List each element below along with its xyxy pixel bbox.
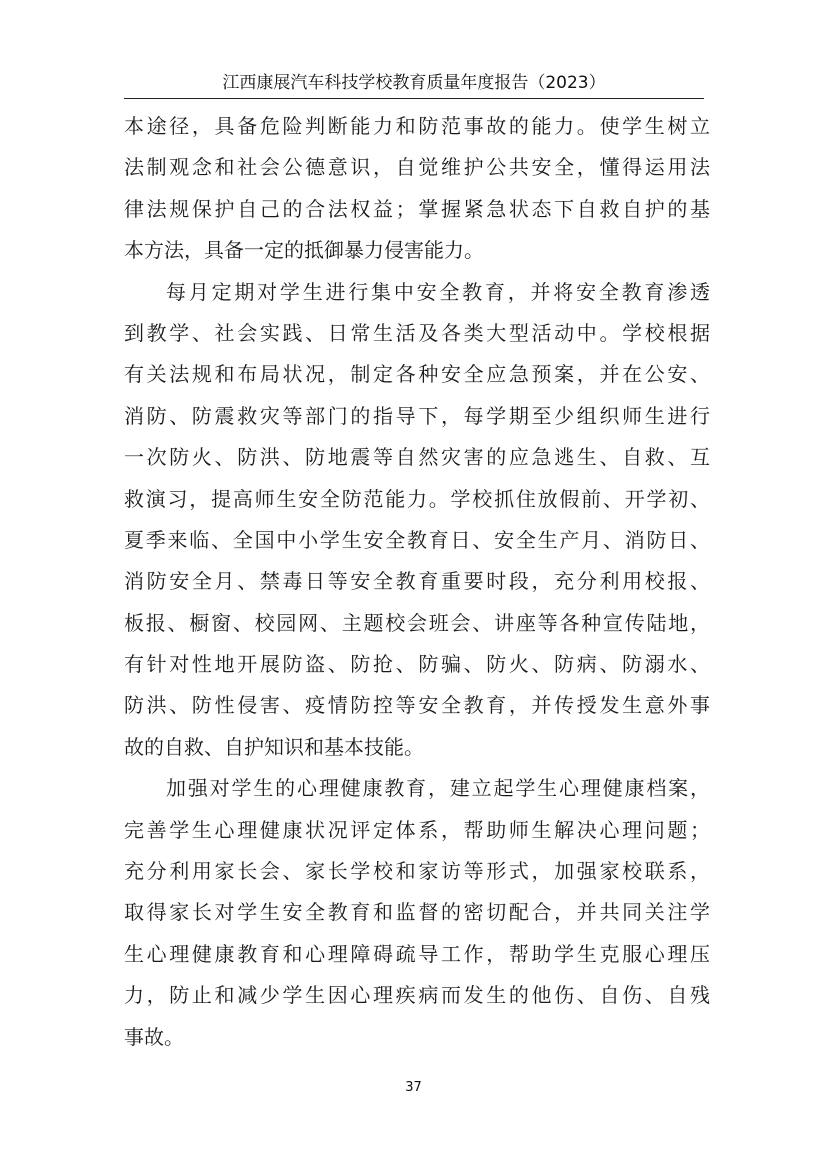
- text-line: 消防安全月、禁毒日等安全教育重要时段，充分利用校报、: [124, 569, 710, 594]
- text-line: 消防、防震救灾等部门的指导下，每学期至少组织师生进行: [124, 403, 710, 428]
- text-line: 法制观念和社会公德意识，自觉维护公共安全，懂得运用法: [124, 155, 710, 180]
- text-line: 有针对性地开展防盗、防抢、防骗、防火、防病、防溺水、: [124, 652, 710, 677]
- text-line: 取得家长对学生安全教育和监督的密切配合，并共同关注学: [124, 900, 710, 925]
- text-line: 每月定期对学生进行集中安全教育，并将安全教育渗透: [166, 279, 710, 304]
- text-line: 防洪、防性侵害、疫情防控等安全教育，并传授发生意外事: [124, 693, 710, 718]
- text-line: 本途径，具备危险判断能力和防范事故的能力。使学生树立: [124, 114, 710, 138]
- text-line: 力，防止和减少学生因心理疾病而发生的他伤、自伤、自残: [124, 983, 710, 1008]
- text-line: 板报、橱窗、校园网、主题校会班会、讲座等各种宣传陆地，: [124, 610, 710, 635]
- text-line: 生心理健康教育和心理障碍疏导工作，帮助学生克服心理压: [124, 941, 710, 966]
- running-header: 江西康展汽车科技学校教育质量年度报告（2023）: [222, 73, 606, 93]
- text-line: 事故。: [124, 1024, 184, 1049]
- text-line: 到教学、社会实践、日常生活及各类大型活动中。学校根据: [124, 320, 710, 345]
- text-line: 夏季来临、全国中小学生安全教育日、安全生产月、消防日、: [124, 527, 710, 552]
- header-divider: [124, 98, 704, 99]
- text-line: 完善学生心理健康状况评定体系，帮助师生解决心理问题；: [124, 817, 710, 842]
- text-line: 本方法，具备一定的抵御暴力侵害能力。: [124, 238, 484, 263]
- text-line: 律法规保护自己的合法权益；掌握紧急状态下自救自护的基: [124, 196, 710, 221]
- text-line: 加强对学生的心理健康教育，建立起学生心理健康档案，: [166, 776, 710, 801]
- text-line: 救演习，提高师生安全防范能力。学校抓住放假前、开学初、: [124, 486, 710, 511]
- text-line: 故的自救、自护知识和基本技能。: [124, 734, 424, 759]
- page-number: 37: [405, 1080, 422, 1095]
- text-line: 充分利用家长会、家长学校和家访等形式，加强家校联系，: [124, 859, 710, 884]
- text-line: 一次防火、防洪、防地震等自然灾害的应急逃生、自救、互: [124, 445, 710, 470]
- text-line: 有关法规和布局状况，制定各种安全应急预案，并在公安、: [124, 362, 710, 387]
- body-text: [124, 106, 710, 1058]
